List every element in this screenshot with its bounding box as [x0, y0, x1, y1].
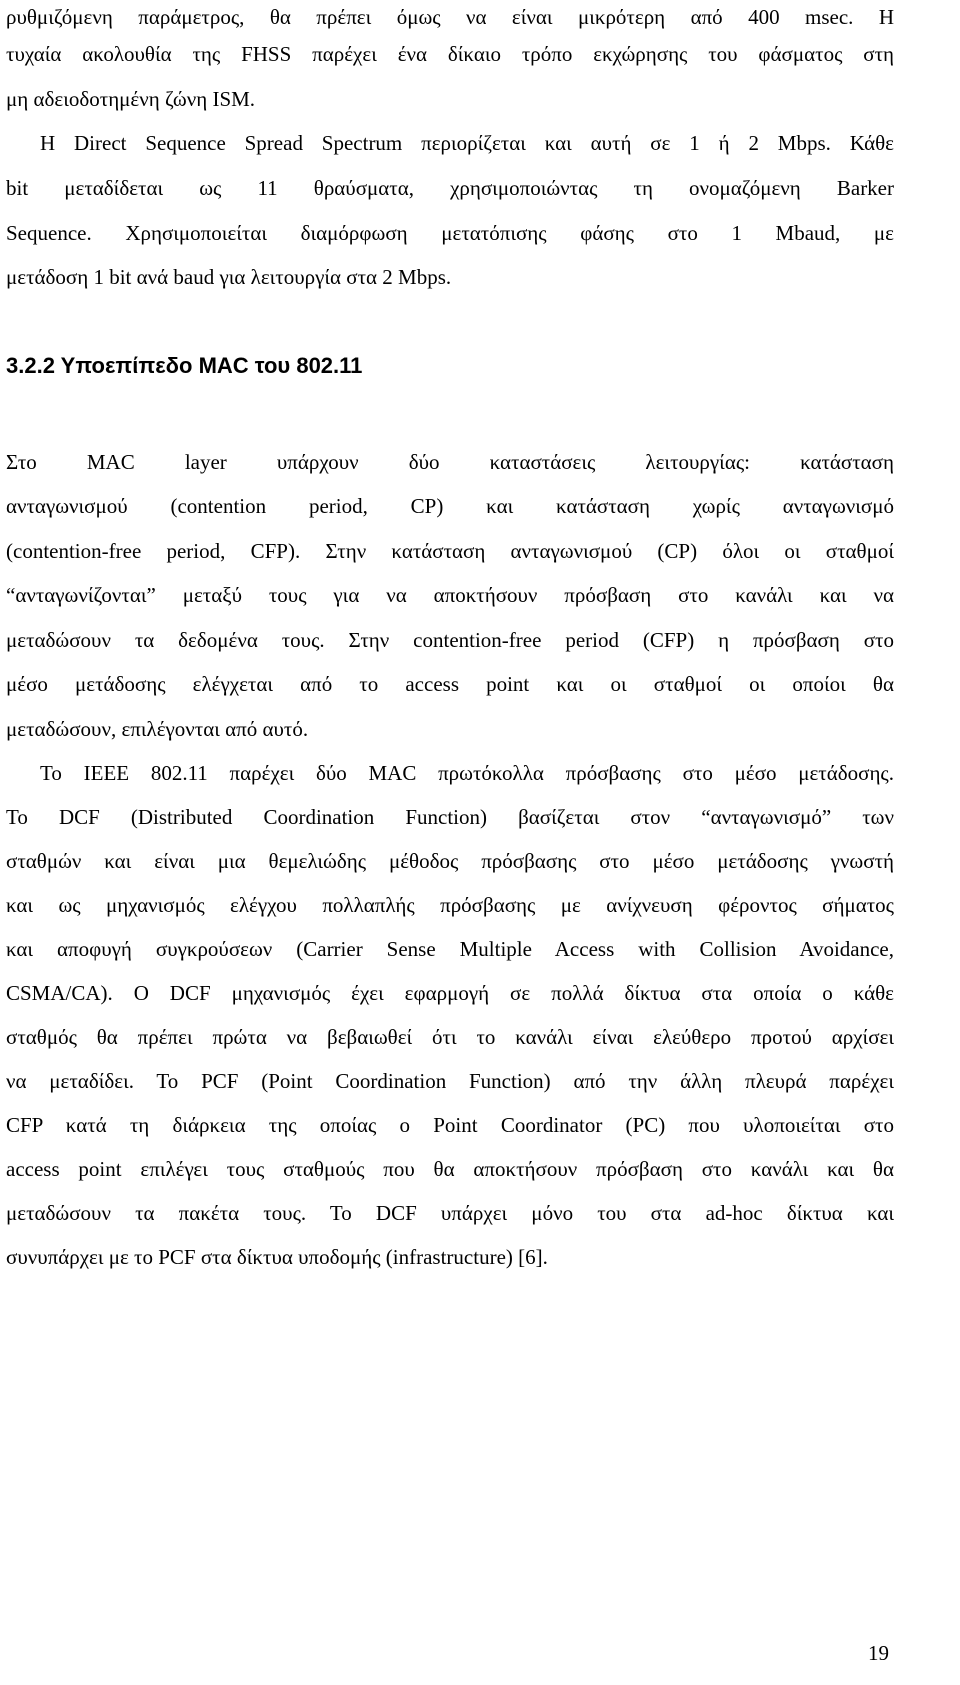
paragraph-line: CFP κατά τη διάρκεια της οποίας ο Point Coordinator (PC) που υλοποιείται στο [6, 1113, 894, 1137]
paragraph-line: Η Direct Sequence Spread Spectrum περιορίζεται και αυτή σε 1 ή 2 Mbps. Κάθε [40, 131, 894, 155]
paragraph-line: μεταδώσουν τα δεδομένα τους. Στην contention-free period (CFP) η πρόσβαση στο [6, 628, 894, 652]
paragraph-line: και αποφυγή συγκρούσεων (Carrier Sense Multiple Access with Collision Avoidance, [6, 937, 894, 961]
paragraph-line: Το IEEE 802.11 παρέχει δύο MAC πρωτόκολλα πρόσβασης στο μέσο μετάδοσης. [40, 761, 894, 785]
paragraph-line: “ανταγωνίζονται” μεταξύ τους για να αποκτήσουν πρόσβαση στο κανάλι και να [6, 583, 894, 607]
paragraph-line: μετάδοση 1 bit ανά baud για λειτουργία στα 2 Mbps. [6, 265, 452, 289]
paragraph-line: σταθμών και είναι μια θεμελιώδης μέθοδος πρόσβασης στο μέσο μετάδοσης γνωστή [6, 849, 894, 873]
paragraph-line: access point επιλέγει τους σταθμούς που θα αποκτήσουν πρόσβαση στο κανάλι και θα [6, 1157, 894, 1181]
paragraph-line: τυχαία ακολουθία της FHSS παρέχει ένα δίκαιο τρόπο εκχώρησης του φάσματος στη [6, 42, 894, 66]
paragraph-line: bit μεταδίδεται ως 11 θραύσματα, χρησιμοποιώντας τη ονομαζόμενη Barker [6, 176, 894, 200]
paragraph-line: να μεταδίδει. Το PCF (Point Coordination Function) από την άλλη πλευρά παρέχει [6, 1069, 894, 1093]
paragraph-line: CSMA/CA). Ο DCF μηχανισμός έχει εφαρμογή σε πολλά δίκτυα στα οποία ο κάθε [6, 981, 894, 1005]
paragraph-line: (contention-free period, CFP). Στην κατάσταση ανταγωνισμού (CP) όλοι οι σταθμοί [6, 539, 894, 563]
paragraph-line: μέσο μετάδοσης ελέγχεται από το access point και οι σταθμοί οι οποίοι θα [6, 672, 894, 696]
paragraph-line: συνυπάρχει με το PCF στα δίκτυα υποδομής (infrastructure) [6]. [6, 1245, 548, 1269]
paragraph-line: ανταγωνισμού (contention period, CP) και κατάσταση χωρίς ανταγωνισμό [6, 494, 894, 518]
paragraph-line: Sequence. Χρησιμοποιείται διαμόρφωση μετατόπισης φάσης στο 1 Mbaud, με [6, 221, 894, 245]
paragraph-line: και ως μηχανισμός ελέγχου πολλαπλής πρόσβασης με ανίχνευση φέροντος σήματος [6, 893, 894, 917]
paragraph-line: μη αδειοδοτημένη ζώνη ISM. [6, 87, 256, 111]
page-number: 19 [868, 1641, 889, 1665]
paragraph-line: σταθμός θα πρέπει πρώτα να βεβαιωθεί ότι το κανάλι είναι ελεύθερο προτού αρχίσει [6, 1025, 894, 1049]
paragraph-line: Το DCF (Distributed Coordination Function) βασίζεται στον “ανταγωνισμό” των [6, 805, 894, 829]
paragraph-line: μεταδώσουν, επιλέγονται από αυτό. [6, 717, 309, 741]
paragraph-line: ρυθμιζόμενη παράμετρος, θα πρέπει όμως να είναι μικρότερη από 400 msec. Η [6, 5, 894, 29]
section-heading: 3.2.2 Υποεπίπεδο MAC του 802.11 [6, 353, 363, 378]
paragraph-line: μεταδώσουν τα πακέτα τους. Το DCF υπάρχει μόνο του στα ad-hoc δίκτυα και [6, 1201, 894, 1225]
paragraph-line: Στο MAC layer υπάρχουν δύο καταστάσεις λειτουργίας: κατάσταση [6, 450, 894, 474]
